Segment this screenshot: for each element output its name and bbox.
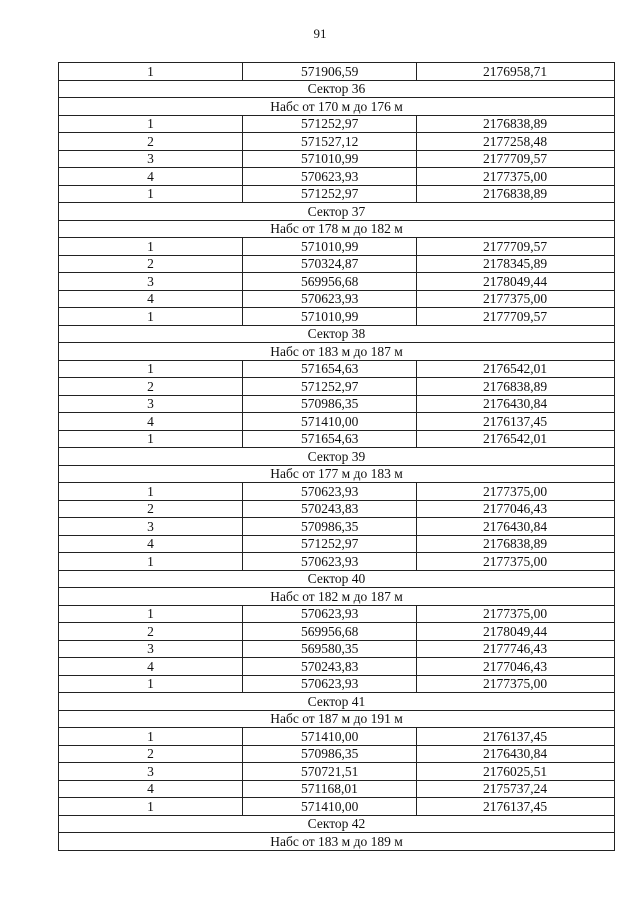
y-coordinate: 2176430,84 — [417, 745, 615, 763]
y-coordinate: 2176838,89 — [417, 378, 615, 396]
point-row — [59, 798, 615, 816]
point-row — [59, 658, 615, 676]
sector-header-row — [59, 203, 615, 221]
elevation-range: Набс от 182 м до 187 м — [59, 588, 615, 606]
elevation-range: Набс от 178 м до 182 м — [59, 220, 615, 238]
y-coordinate: 2177709,57 — [417, 150, 615, 168]
point-row — [59, 360, 615, 378]
point-number: 1 — [59, 360, 243, 378]
point-number: 4 — [59, 535, 243, 553]
sector-title: Сектор 41 — [59, 693, 615, 711]
point-row — [59, 413, 615, 431]
x-coordinate: 571654,63 — [243, 430, 417, 448]
y-coordinate: 2176430,84 — [417, 518, 615, 536]
point-row — [59, 63, 615, 81]
elevation-range: Набс от 183 м до 187 м — [59, 343, 615, 361]
point-number: 2 — [59, 378, 243, 396]
point-number: 1 — [59, 483, 243, 501]
x-coordinate: 570986,35 — [243, 518, 417, 536]
x-coordinate: 570623,93 — [243, 605, 417, 623]
x-coordinate: 571252,97 — [243, 185, 417, 203]
point-row — [59, 500, 615, 518]
y-coordinate: 2176838,89 — [417, 115, 615, 133]
point-number: 4 — [59, 168, 243, 186]
elevation-range-row — [59, 588, 615, 606]
elevation-range-row — [59, 710, 615, 728]
elevation-range: Набс от 170 м до 176 м — [59, 98, 615, 116]
point-number: 3 — [59, 640, 243, 658]
y-coordinate: 2177375,00 — [417, 483, 615, 501]
point-number: 3 — [59, 763, 243, 781]
point-row — [59, 675, 615, 693]
coordinates-table-body — [59, 63, 615, 851]
point-number: 2 — [59, 623, 243, 641]
x-coordinate: 571252,97 — [243, 115, 417, 133]
x-coordinate: 571252,97 — [243, 378, 417, 396]
point-row — [59, 308, 615, 326]
x-coordinate: 571527,12 — [243, 133, 417, 151]
y-coordinate: 2177375,00 — [417, 290, 615, 308]
point-number: 1 — [59, 115, 243, 133]
point-number: 1 — [59, 308, 243, 326]
point-row — [59, 395, 615, 413]
sector-header-row — [59, 325, 615, 343]
sector-title: Сектор 40 — [59, 570, 615, 588]
point-row — [59, 378, 615, 396]
y-coordinate: 2177375,00 — [417, 168, 615, 186]
y-coordinate: 2177709,57 — [417, 238, 615, 256]
x-coordinate: 569956,68 — [243, 273, 417, 291]
point-row — [59, 185, 615, 203]
y-coordinate: 2176958,71 — [417, 63, 615, 81]
x-coordinate: 570243,83 — [243, 658, 417, 676]
x-coordinate: 570623,93 — [243, 168, 417, 186]
y-coordinate: 2176025,51 — [417, 763, 615, 781]
sector-header-row — [59, 448, 615, 466]
point-number: 1 — [59, 675, 243, 693]
y-coordinate: 2176137,45 — [417, 413, 615, 431]
x-coordinate: 571410,00 — [243, 798, 417, 816]
point-number: 1 — [59, 728, 243, 746]
point-number: 1 — [59, 605, 243, 623]
point-row — [59, 763, 615, 781]
sector-header-row — [59, 80, 615, 98]
y-coordinate: 2177375,00 — [417, 675, 615, 693]
point-row — [59, 290, 615, 308]
sector-title: Сектор 39 — [59, 448, 615, 466]
point-row — [59, 168, 615, 186]
x-coordinate: 570623,93 — [243, 553, 417, 571]
point-row — [59, 553, 615, 571]
y-coordinate: 2177046,43 — [417, 500, 615, 518]
y-coordinate: 2177046,43 — [417, 658, 615, 676]
point-number: 3 — [59, 395, 243, 413]
y-coordinate: 2177746,43 — [417, 640, 615, 658]
y-coordinate: 2176542,01 — [417, 360, 615, 378]
x-coordinate: 570623,93 — [243, 675, 417, 693]
sector-header-row — [59, 570, 615, 588]
elevation-range-row — [59, 465, 615, 483]
point-row — [59, 623, 615, 641]
point-row — [59, 255, 615, 273]
point-row — [59, 518, 615, 536]
sector-header-row — [59, 693, 615, 711]
point-number: 2 — [59, 500, 243, 518]
point-number: 1 — [59, 63, 243, 81]
point-row — [59, 273, 615, 291]
x-coordinate: 569580,35 — [243, 640, 417, 658]
elevation-range: Набс от 183 м до 189 м — [59, 833, 615, 851]
point-row — [59, 133, 615, 151]
x-coordinate: 571010,99 — [243, 308, 417, 326]
point-number: 2 — [59, 745, 243, 763]
x-coordinate: 570324,87 — [243, 255, 417, 273]
point-number: 4 — [59, 658, 243, 676]
y-coordinate: 2177375,00 — [417, 553, 615, 571]
point-row — [59, 745, 615, 763]
point-row — [59, 430, 615, 448]
y-coordinate: 2176430,84 — [417, 395, 615, 413]
point-number: 1 — [59, 185, 243, 203]
point-number: 4 — [59, 413, 243, 431]
point-row — [59, 238, 615, 256]
y-coordinate: 2175737,24 — [417, 780, 615, 798]
x-coordinate: 570243,83 — [243, 500, 417, 518]
x-coordinate: 571168,01 — [243, 780, 417, 798]
x-coordinate: 570986,35 — [243, 745, 417, 763]
x-coordinate: 570623,93 — [243, 483, 417, 501]
y-coordinate: 2176838,89 — [417, 535, 615, 553]
x-coordinate: 571906,59 — [243, 63, 417, 81]
x-coordinate: 571410,00 — [243, 728, 417, 746]
elevation-range: Набс от 177 м до 183 м — [59, 465, 615, 483]
point-number: 4 — [59, 290, 243, 308]
elevation-range: Набс от 187 м до 191 м — [59, 710, 615, 728]
point-number: 2 — [59, 133, 243, 151]
point-row — [59, 728, 615, 746]
y-coordinate: 2177709,57 — [417, 308, 615, 326]
x-coordinate: 571010,99 — [243, 150, 417, 168]
y-coordinate: 2178049,44 — [417, 273, 615, 291]
sector-title: Сектор 38 — [59, 325, 615, 343]
point-number: 1 — [59, 798, 243, 816]
y-coordinate: 2178049,44 — [417, 623, 615, 641]
x-coordinate: 570986,35 — [243, 395, 417, 413]
x-coordinate: 570623,93 — [243, 290, 417, 308]
elevation-range-row — [59, 833, 615, 851]
point-number: 1 — [59, 430, 243, 448]
y-coordinate: 2176542,01 — [417, 430, 615, 448]
y-coordinate: 2176137,45 — [417, 798, 615, 816]
point-row — [59, 150, 615, 168]
x-coordinate: 569956,68 — [243, 623, 417, 641]
y-coordinate: 2177375,00 — [417, 605, 615, 623]
y-coordinate: 2177258,48 — [417, 133, 615, 151]
point-number: 1 — [59, 238, 243, 256]
x-coordinate: 570721,51 — [243, 763, 417, 781]
sector-title: Сектор 42 — [59, 815, 615, 833]
point-number: 2 — [59, 255, 243, 273]
y-coordinate: 2176838,89 — [417, 185, 615, 203]
y-coordinate: 2178345,89 — [417, 255, 615, 273]
elevation-range-row — [59, 220, 615, 238]
x-coordinate: 571410,00 — [243, 413, 417, 431]
point-row — [59, 535, 615, 553]
x-coordinate: 571010,99 — [243, 238, 417, 256]
coordinates-table — [58, 62, 615, 851]
y-coordinate: 2176137,45 — [417, 728, 615, 746]
point-row — [59, 483, 615, 501]
point-row — [59, 115, 615, 133]
point-number: 3 — [59, 518, 243, 536]
point-row — [59, 640, 615, 658]
point-row — [59, 780, 615, 798]
page-number: 91 — [313, 26, 327, 41]
point-number: 4 — [59, 780, 243, 798]
sector-header-row — [59, 815, 615, 833]
point-number: 3 — [59, 150, 243, 168]
sector-title: Сектор 37 — [59, 203, 615, 221]
sector-title: Сектор 36 — [59, 80, 615, 98]
x-coordinate: 571654,63 — [243, 360, 417, 378]
point-row — [59, 605, 615, 623]
point-number: 1 — [59, 553, 243, 571]
x-coordinate: 571252,97 — [243, 535, 417, 553]
point-number: 3 — [59, 273, 243, 291]
elevation-range-row — [59, 98, 615, 116]
elevation-range-row — [59, 343, 615, 361]
